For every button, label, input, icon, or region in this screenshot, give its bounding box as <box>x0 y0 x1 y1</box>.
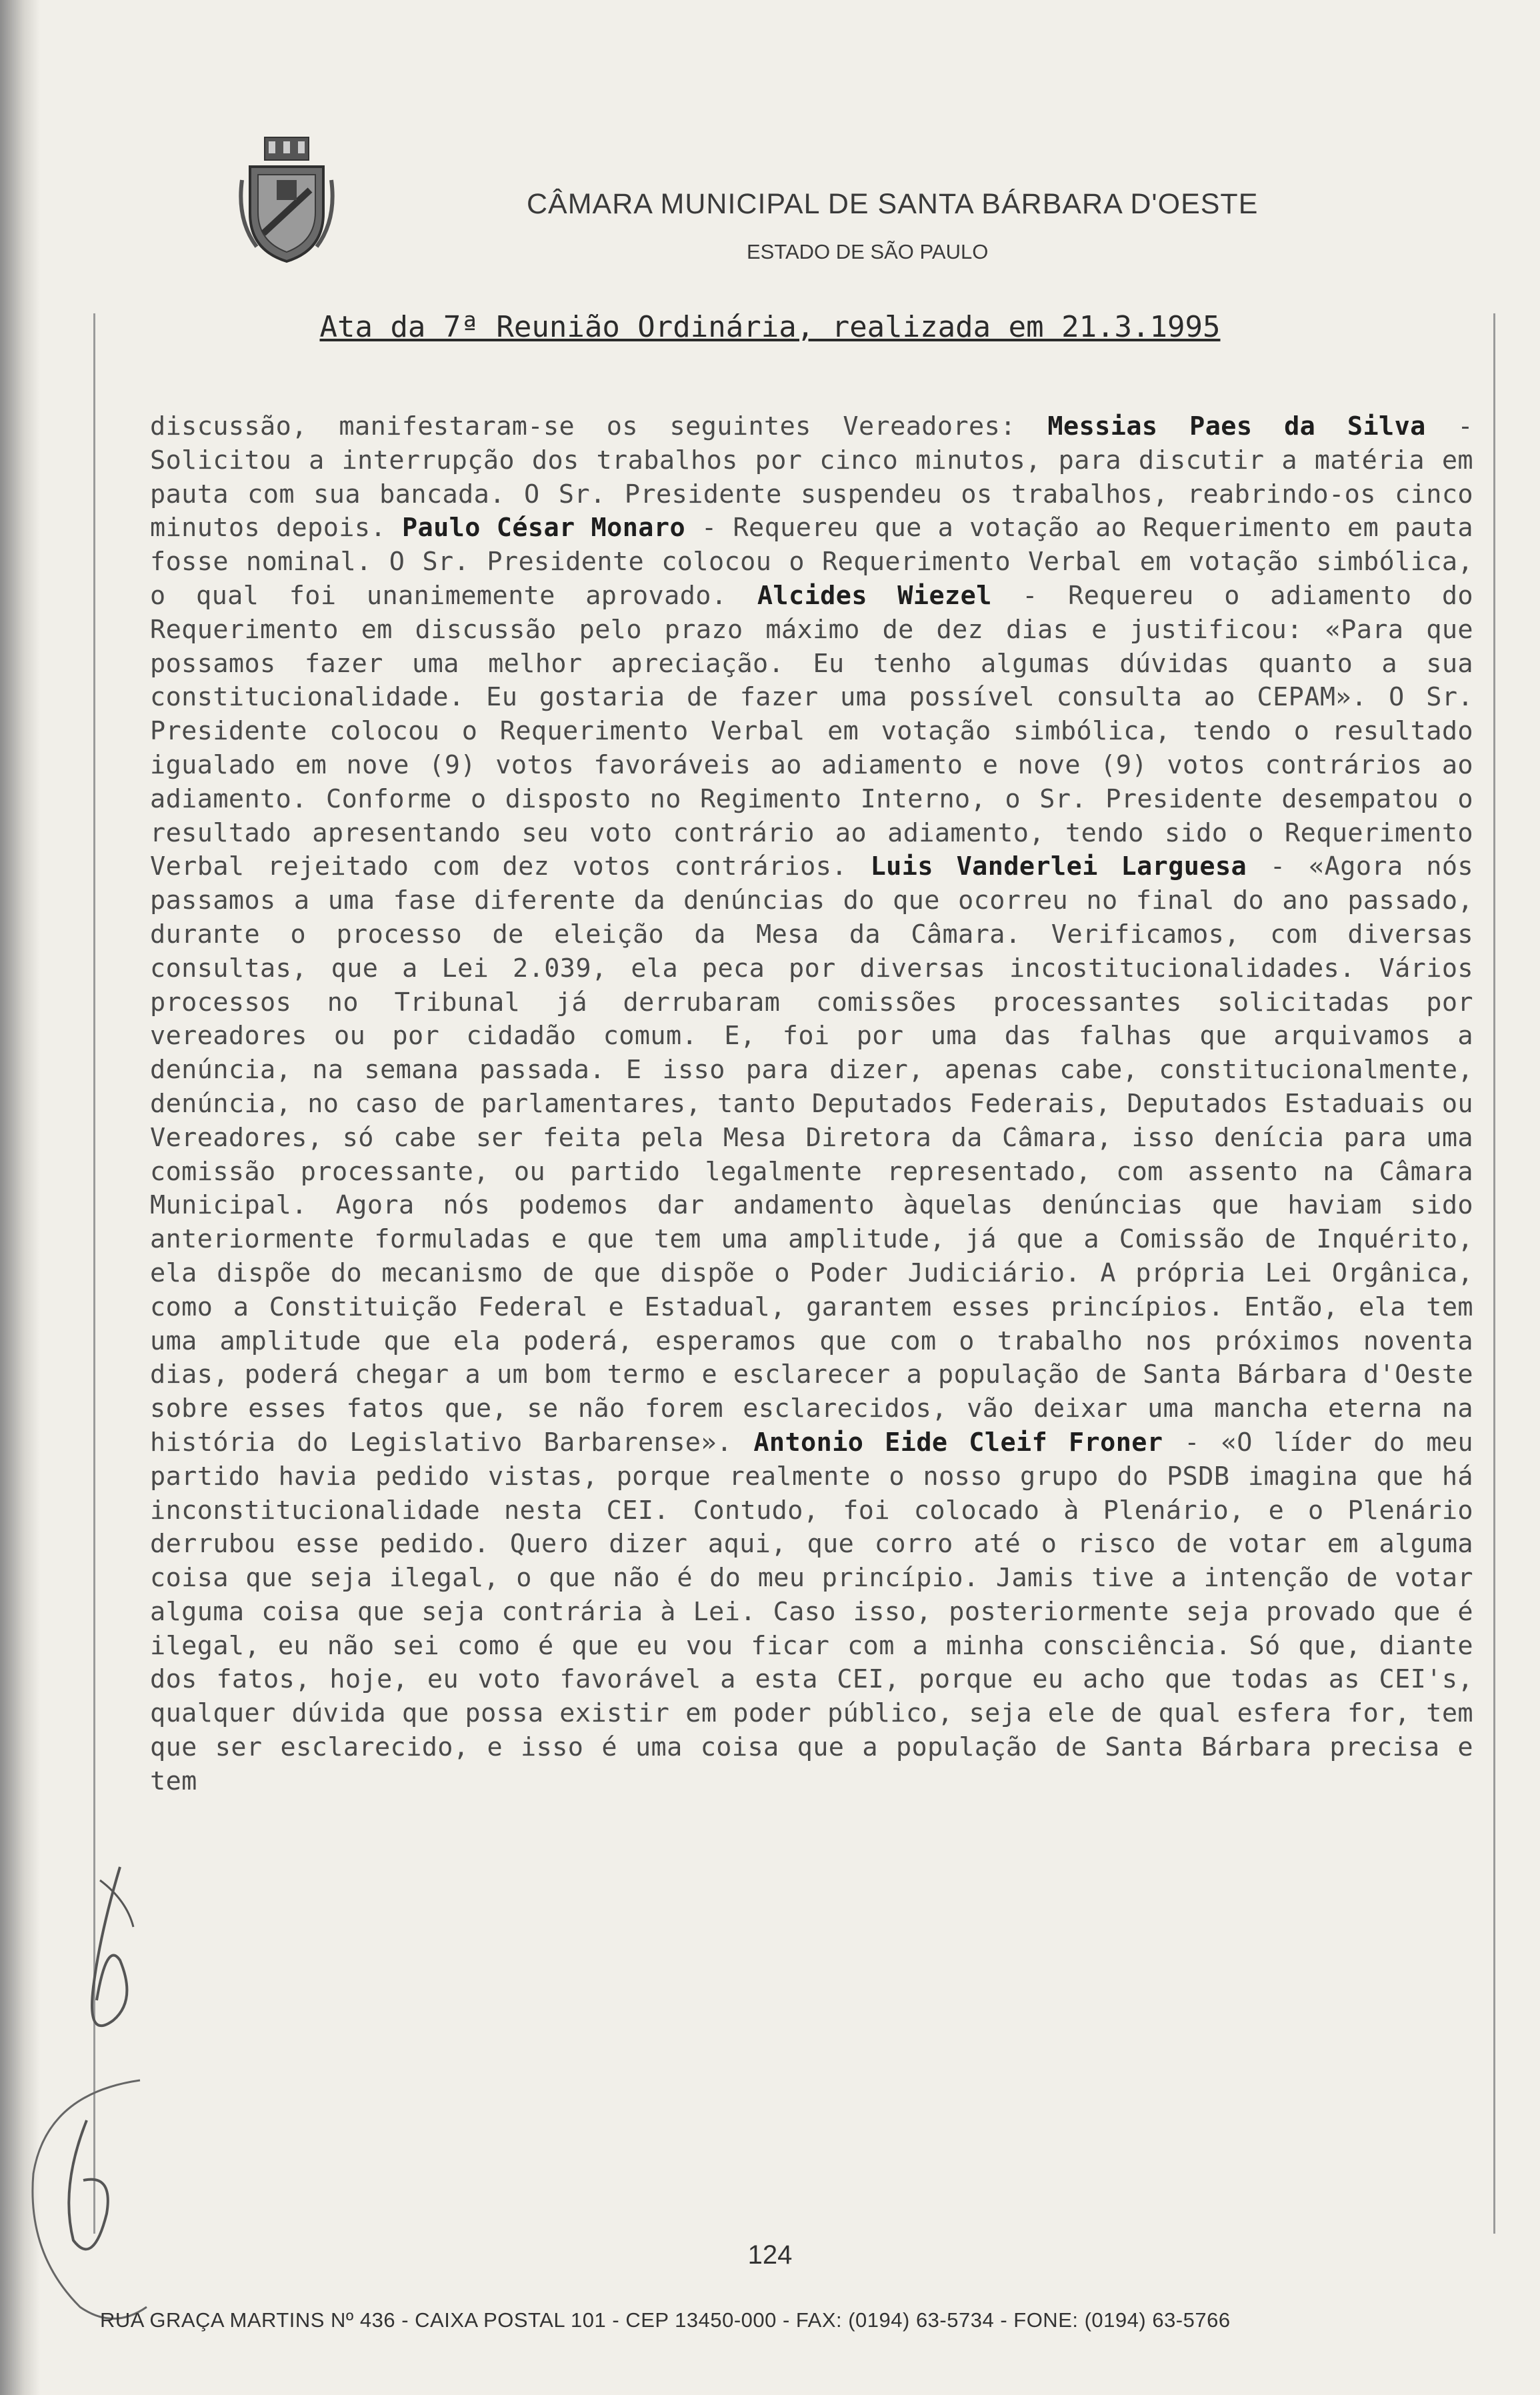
speaker-name: Messias Paes da Silva <box>1047 411 1426 441</box>
speaker-name: Alcides Wiezel <box>757 580 992 611</box>
minutes-text: discussão, manifestaram-se os seguintes Vereadores: <box>150 411 1048 441</box>
minutes-text: - «O líder do meu partido havia pedido vistas, porque realmente o nosso grupo do PSDB imagina que há inconstitucionalidade nesta CEI. Contudo, foi colocado à Plenário, e o Plenário derrubou esse pedido. Quero dizer aqui, que corro até o risco de votar em alguma coisa que seja ilegal, o que não é do meu princípio. Jamis tive a intenção de votar alguma coisa que seja contrária à Lei. Caso isso, posteriormente seja provado que é ilegal, eu não sei como é que eu vou ficar com a minha consciência. Só que, diante dos fatos, hoje, eu voto favorável a esta CEI, porque eu acho que todas as CEI's, qualquer dúvida que possa existir em poder público, seja ele de qual esfera for, tem que ser esclarecido, e isso é uma coisa que a população de Santa Bárbara precisa e tem <box>150 1427 1474 1796</box>
chamber-name: CÂMARA MUNICIPAL DE SANTA BÁRBARA D'OESTE <box>527 188 1259 220</box>
page-number: 124 <box>747 2240 793 2270</box>
speaker-name: Luis Vanderlei Larguesa <box>870 851 1247 882</box>
speaker-name: Antonio Eide Cleif Froner <box>753 1427 1163 1458</box>
state-name: ESTADO DE SÃO PAULO <box>747 240 989 263</box>
address-footer: RUA GRAÇA MARTINS Nº 436 - CAIXA POSTAL 101 - CEP 13450-000 - FAX: (0194) 63-5734 - FONE: (0194) 63-5766 <box>100 2308 1231 2332</box>
minutes-title: Ata da 7ª Reunião Ordinária, realizada em 21.3.1995 <box>319 310 1221 344</box>
letterhead <box>227 133 1360 293</box>
minutes-text: - Requereu que a votação ao Requerimento em pauta fosse nominal. O Sr. Presidente colocou o Requerimento Verbal em votação simbólica, o qual foi unanimemente aprovado. <box>150 513 1473 611</box>
minutes-text: - Requereu o adiamento do Requerimento em discussão pelo prazo máximo de dez dias e justificou: «Para que possamos fazer uma melhor apreciação. Eu tenho algumas dúvidas quanto a sua constitucionalidade. Eu gostaria de fazer uma possível consulta ao CEPAM». O Sr. Presidente colocou o Requerimento Verbal em votação simbólica, tendo o resultado igualado em nove (9) votos favoráveis ao adiamento e nove (9) votos contrários ao adiamento. Conforme o disposto no Regimento Interno, o Sr. Presidente desempatou o resultado apresentando seu voto contrário ao adiamento, tendo sido o Requerimento Verbal rejeitado com dez votos contrários. <box>150 580 1473 882</box>
minutes-body <box>150 410 1473 1799</box>
right-margin-rule <box>1493 313 1495 2234</box>
speaker-name: Paulo César Monaro <box>401 513 686 543</box>
minutes-text: - «Agora nós passamos a uma fase diferente da denúncias do que ocorreu no final do ano passado, durante o processo de eleição da Mesa da Câmara. Verificamos, com diversas consultas, que a Lei 2.039, ela peca por diversas incostitucionalidades. Vários processos no Tribunal já derrubaram comissões processantes solicitadas por vereadores ou por cidadão comum. E, foi por uma das falhas que arquivamos a denúncia, na semana passada. E isso para dizer, apenas cabe, constitucionalmente, denúncia, no caso de parlamentares, tanto Deputados Federais, Deputados Estaduais ou Vereadores, só cabe ser feita pela Mesa Diretora da Câmara, isso denícia para uma comissão processante, ou partido legalmente representado, com assento na Câmara Municipal. Agora nós podemos dar andamento àquelas denúncias que haviam sido anteriormente formuladas e que tem uma amplitude, já que a Comissão de Inquérito, ela dispõe do mecanismo de que dispõe o Poder Judiciário. A própria Lei Orgânica, como a Constituição Federal e Estadual, garantem esses princípios. Então, ela tem uma amplitude que ela poderá, esperamos que com o trabalho nos próximos noventa dias, poderá chegar a um bom termo e esclarecer a população de Santa Bárbara d'Oeste sobre esses fatos que, se não forem esclarecidos, vão deixar uma mancha eterna na história do Legislativo Barbarense». <box>150 851 1473 1458</box>
minutes-text: - Solicitou a interrupção dos trabalhos por cinco minutos, para discutir a matéria em pauta com sua bancada. O Sr. Presidente suspendeu os trabalhos, reabrindo-os cinco minutos depois. <box>150 411 1473 543</box>
municipal-crest-icon <box>237 133 337 267</box>
